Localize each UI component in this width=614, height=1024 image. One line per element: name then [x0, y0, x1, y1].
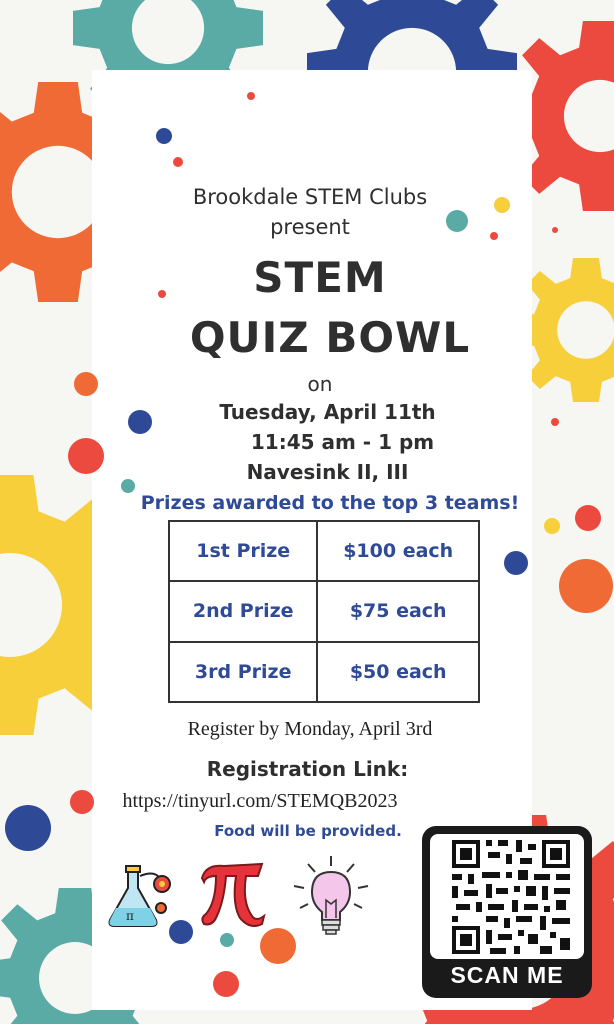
title-line1: STEM — [253, 253, 387, 302]
pi-icon — [196, 858, 268, 930]
prize-place: 3rd Prize — [169, 642, 317, 702]
qr-code[interactable] — [422, 826, 592, 998]
prize-amount: $50 each — [317, 642, 479, 702]
prizes-heading: Prizes awarded to the top 3 teams! — [140, 492, 520, 514]
table-row — [169, 521, 479, 581]
scan-me-label: SCAN ME — [450, 962, 564, 988]
registration-link[interactable]: https://tinyurl.com/STEMQB2023 — [122, 790, 398, 812]
prize-place: 2nd Prize — [169, 581, 317, 641]
on-text: on — [307, 372, 333, 396]
event-details — [180, 397, 475, 487]
prize-amount: $100 each — [317, 521, 479, 581]
presenter-line1: Brookdale STEM Clubs — [192, 185, 428, 209]
flask-gear-icon — [104, 862, 176, 930]
prize-place: 1st Prize — [169, 521, 317, 581]
qr-pattern — [430, 834, 584, 959]
prize-amount: $75 each — [317, 581, 479, 641]
registration-label: Registration Link: — [206, 757, 409, 781]
event-date: Tuesday, April 11th — [219, 400, 436, 424]
lightbulb-icon — [288, 852, 374, 938]
food-note: Food will be provided. — [214, 822, 402, 840]
svg-text:π: π — [126, 909, 134, 923]
presenter-line2: present — [270, 215, 350, 239]
table-row — [169, 642, 479, 702]
event-time: 11:45 am - 1 pm — [250, 430, 435, 454]
prize-table — [168, 520, 480, 703]
presenter-text — [180, 182, 440, 242]
event-location: Navesink II, III — [246, 460, 409, 484]
title-line2: QUIZ BOWL — [189, 313, 471, 362]
register-deadline: Register by Monday, April 3rd — [187, 718, 433, 740]
table-row — [169, 581, 479, 641]
